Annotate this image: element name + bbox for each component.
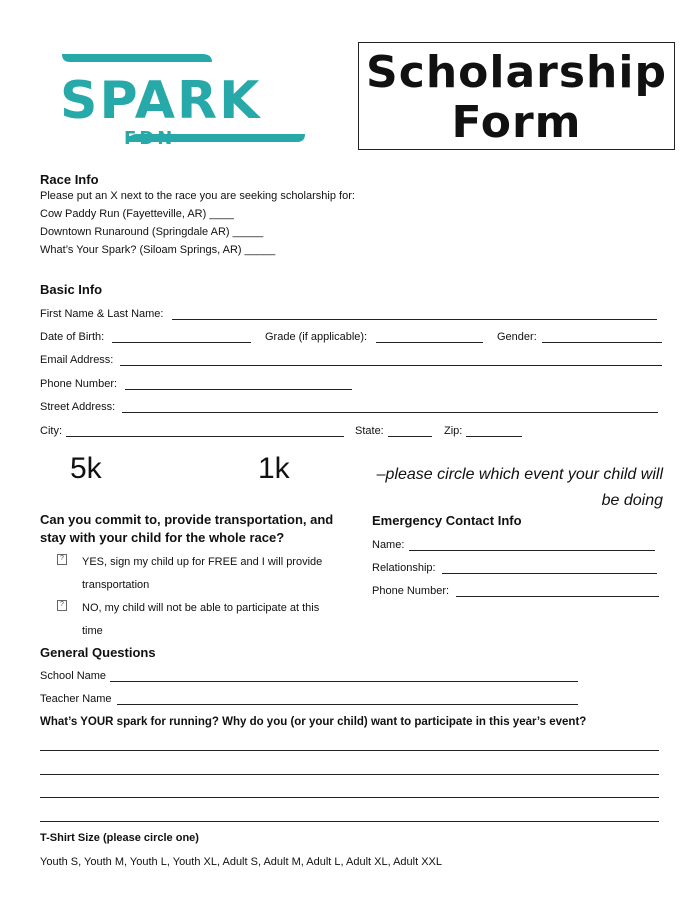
- city-field[interactable]: [66, 436, 344, 437]
- tshirt-sizes[interactable]: Youth S, Youth M, Youth L, Youth XL, Adult S, Adult M, Adult L, Adult XL, Adult XXL: [40, 856, 443, 868]
- first-last-name-field[interactable]: [172, 319, 657, 320]
- emergency-phone-label: Phone Number:: [372, 585, 450, 597]
- teacher-name-label: Teacher Name: [40, 693, 112, 705]
- gender-field[interactable]: [542, 342, 662, 343]
- commit-question: Can you commit to, provide transportation, and stay with your child for the whole race?: [40, 512, 334, 545]
- email-label: Email Address:: [40, 354, 114, 366]
- title-line-2: Form: [451, 97, 582, 148]
- race-option-2[interactable]: Downtown Runaround (Springdale AR) _____: [40, 226, 264, 238]
- grade-field[interactable]: [376, 342, 483, 343]
- yes-checkbox-icon[interactable]: ?: [57, 554, 67, 565]
- commit-yes-option: YES, sign my child up for FREE and I will provide transportation: [82, 556, 323, 591]
- title-line-1: Scholarship: [366, 47, 667, 98]
- street-label: Street Address:: [40, 401, 116, 413]
- email-field[interactable]: [120, 365, 662, 366]
- answer-line-3[interactable]: [40, 797, 659, 798]
- school-name-label: School Name: [40, 670, 107, 682]
- commit-no-option: NO, my child will not be able to participate at this time: [82, 602, 320, 637]
- grade-label: Grade (if applicable):: [265, 331, 368, 343]
- emergency-phone-field[interactable]: [456, 596, 659, 597]
- state-label: State:: [355, 425, 384, 437]
- logo-sub: FDN: [124, 128, 176, 149]
- form-title-box: [358, 42, 675, 150]
- emergency-name-field[interactable]: [409, 550, 655, 551]
- event-1k[interactable]: 1k: [258, 452, 290, 485]
- dob-field[interactable]: [112, 342, 251, 343]
- emergency-relationship-label: Relationship:: [372, 562, 436, 574]
- answer-line-4[interactable]: [40, 821, 659, 822]
- first-last-name-label: First Name & Last Name:: [40, 308, 164, 320]
- answer-line-1[interactable]: [40, 750, 659, 751]
- spark-question: What’s YOUR spark for running? Why do you (or your child) want to participate in this year’s event?: [40, 716, 587, 728]
- city-label: City:: [40, 425, 62, 437]
- logo-word: SPARK: [60, 71, 262, 131]
- school-name-field[interactable]: [110, 681, 578, 682]
- emergency-name-label: Name:: [372, 539, 405, 551]
- race-instruction: Please put an X next to the race you are seeking scholarship for:: [40, 190, 355, 202]
- event-5k[interactable]: 5k: [70, 452, 102, 485]
- general-questions-heading: General Questions: [40, 645, 156, 660]
- basic-info-heading: Basic Info: [40, 282, 103, 297]
- tshirt-heading: T-Shirt Size (please circle one): [40, 832, 199, 844]
- dob-label: Date of Birth:: [40, 331, 105, 343]
- answer-line-2[interactable]: [40, 774, 659, 775]
- teacher-name-field[interactable]: [117, 704, 578, 705]
- race-option-3[interactable]: What’s Your Spark? (Siloam Springs, AR) _____: [40, 244, 276, 256]
- spark-logo: [52, 52, 307, 150]
- phone-label: Phone Number:: [40, 378, 118, 390]
- street-field[interactable]: [122, 412, 658, 413]
- race-option-1[interactable]: Cow Paddy Run (Fayetteville, AR) ____: [40, 208, 234, 220]
- event-circle-note: –please circle which event your child will be doing: [376, 466, 663, 509]
- emergency-relationship-field[interactable]: [442, 573, 657, 574]
- no-checkbox-icon[interactable]: ?: [57, 600, 67, 611]
- phone-field[interactable]: [125, 389, 352, 390]
- zip-label: Zip:: [444, 425, 463, 437]
- race-info-heading: Race Info: [40, 172, 99, 187]
- state-field[interactable]: [388, 436, 432, 437]
- gender-label: Gender:: [497, 331, 537, 343]
- emergency-heading: Emergency Contact Info: [372, 513, 522, 528]
- zip-field[interactable]: [466, 436, 522, 437]
